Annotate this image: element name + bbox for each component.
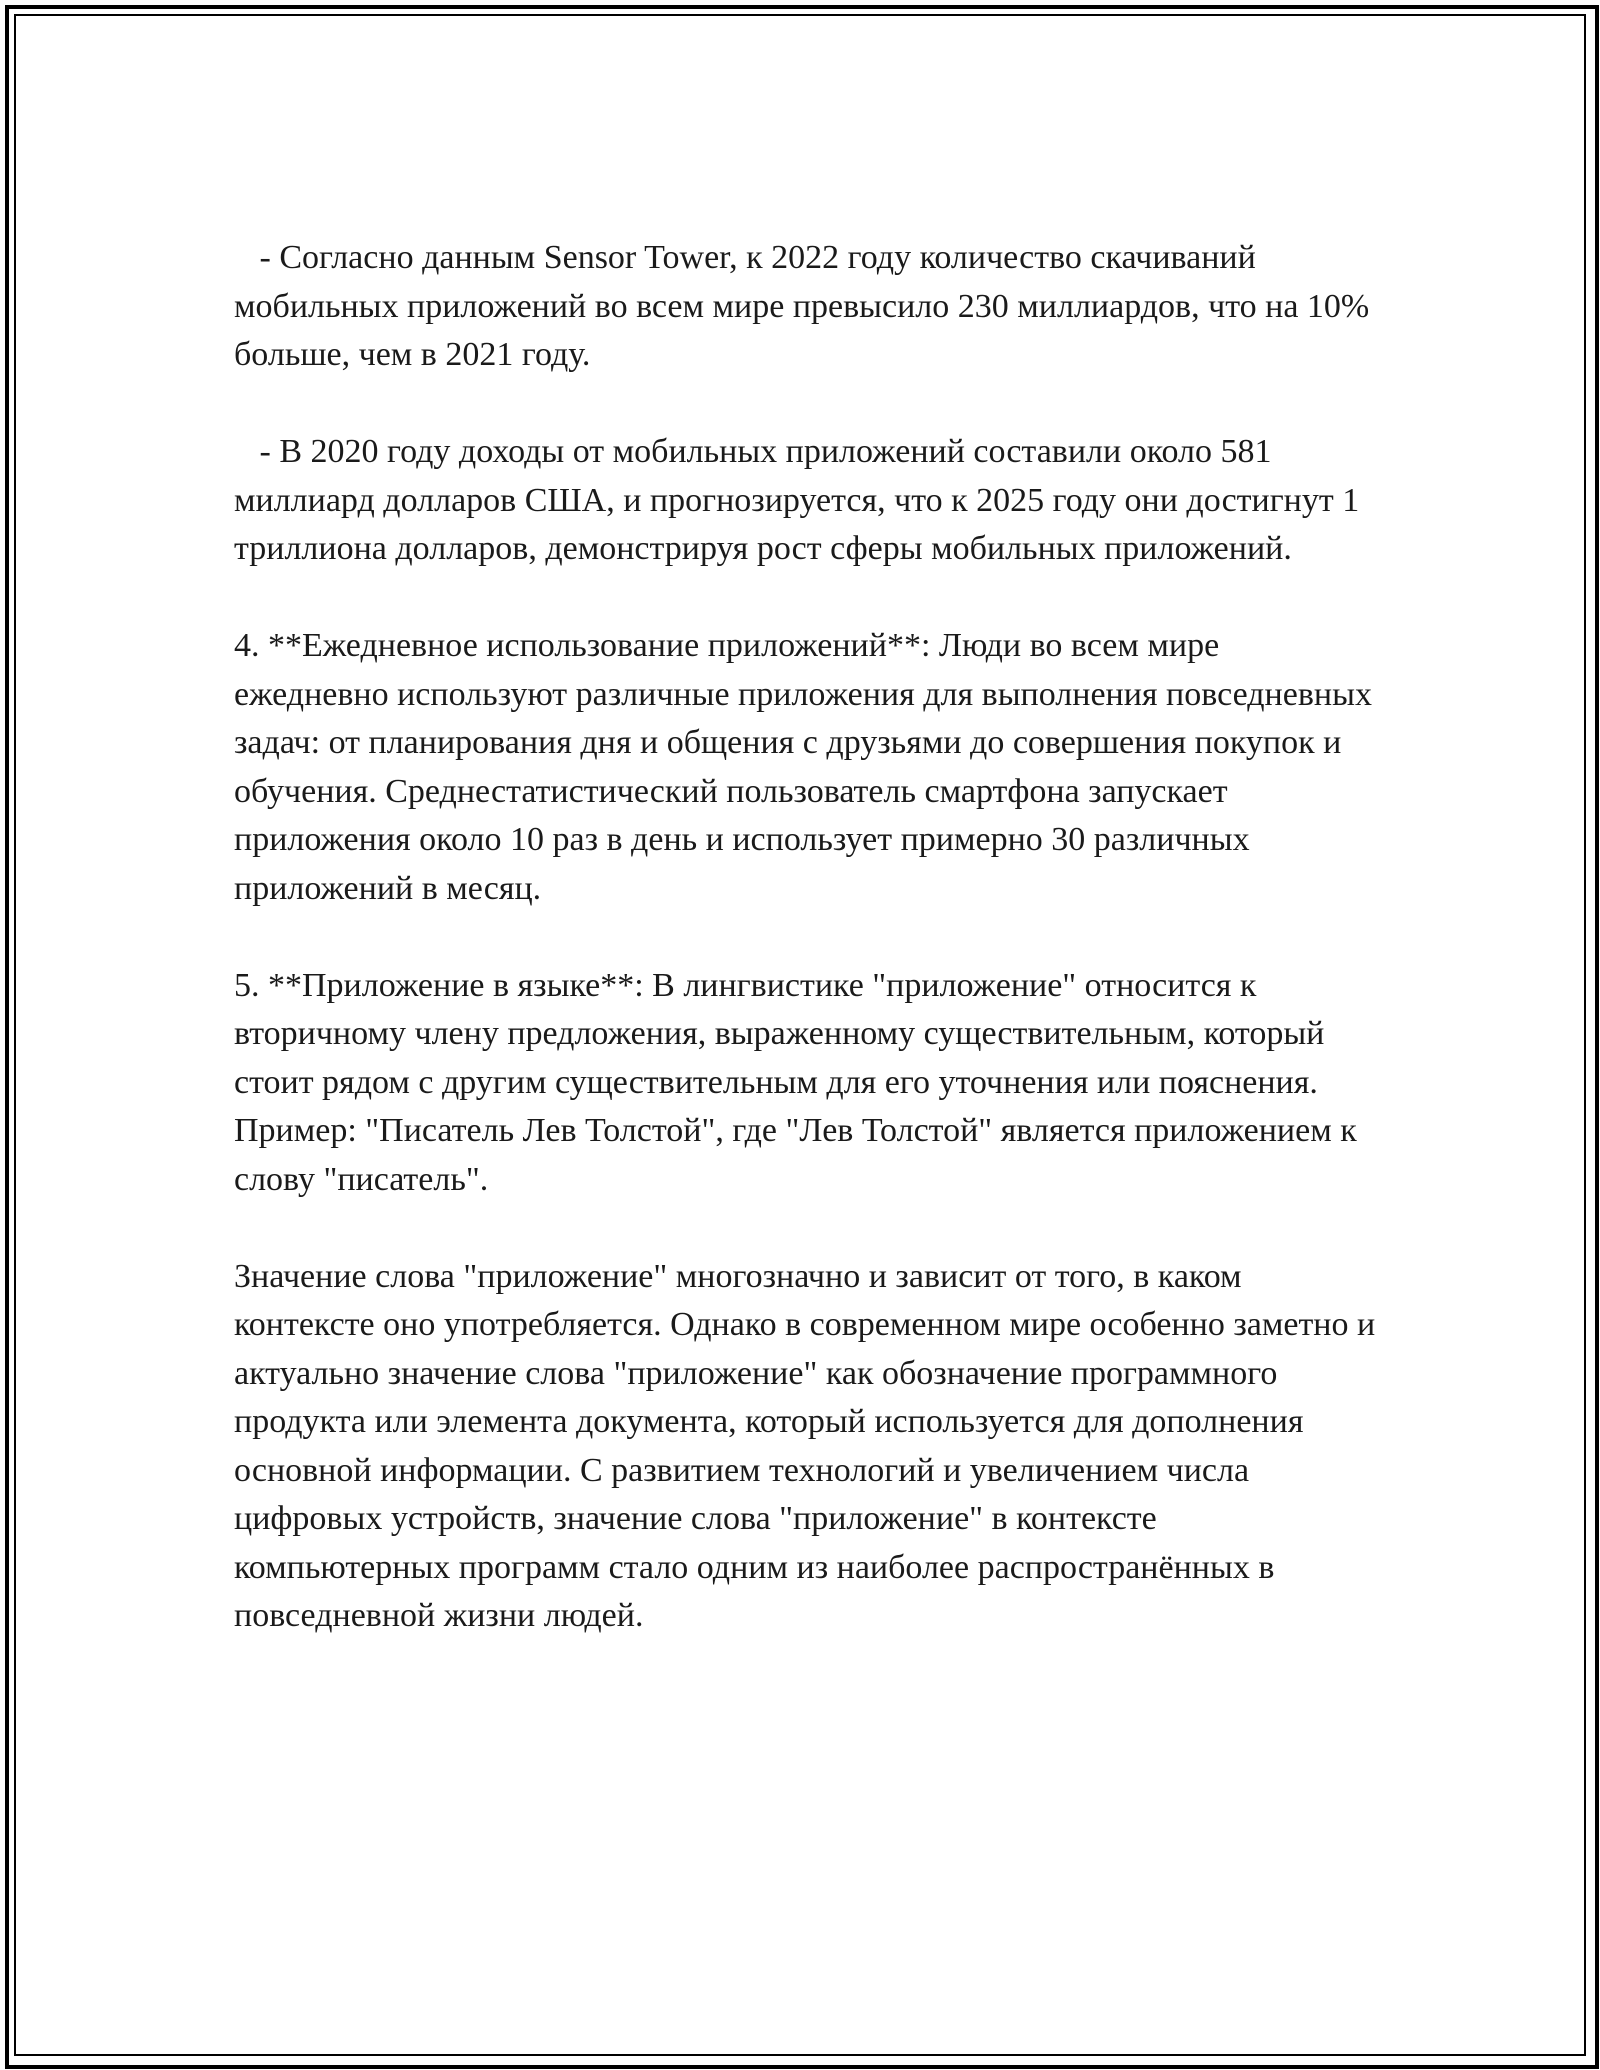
paragraph-apposition-linguistics: 5. **Приложение в языке**: В лингвистике "приложение" относится к вторичному члену предложения, выраженному существительным, который стоит рядом с другим существительным для его уточнения или пояснения. Пример: "Писатель Лев Толстой", где "Лев Толстой" является приложением к слову "писатель". (234, 966, 1366, 1198)
paragraph-sensor-tower-downloads: - Согласно данным Sensor Tower, к 2022 году количество скачиваний мобильных приложений во всем мире превысило 230 миллиардов, что на 10% больше, чем в 2021 году. (234, 239, 1378, 373)
paragraph-daily-app-usage: 4. **Ежедневное использование приложений**: Люди во всем мире ежедневно используют различные приложения для выполнения повседневных задач: от планирования дня и общения с друзьями до совершения покупок и обучения. Среднестатистический пользователь смартфона запускает приложения около 10 раз в день и использует примерно 30 различных приложений в месяц. (234, 627, 1381, 907)
document-body (234, 234, 1384, 1641)
paragraph-app-revenue: - В 2020 году доходы от мобильных приложений составили около 581 миллиард долларов США, и прогнозируется, что к 2025 году они достигнут 1 триллиона долларов, демонстрируя рост сферы мобильных приложений. (234, 433, 1368, 567)
paragraph-conclusion: Значение слова "приложение" многозначно и зависит от того, в каком контексте оно употребляется. Однако в современном мире особенно заметно и актуально значение слова "приложение" как обозначение программного продукта или элемента документа, который используется для дополнения основной информации. С развитием технологий и увеличением числа цифровых устройств, значение слова "приложение" в контексте компьютерных программ стало одним из наиболее распространённых в повседневной жизни людей. (234, 1257, 1384, 1634)
